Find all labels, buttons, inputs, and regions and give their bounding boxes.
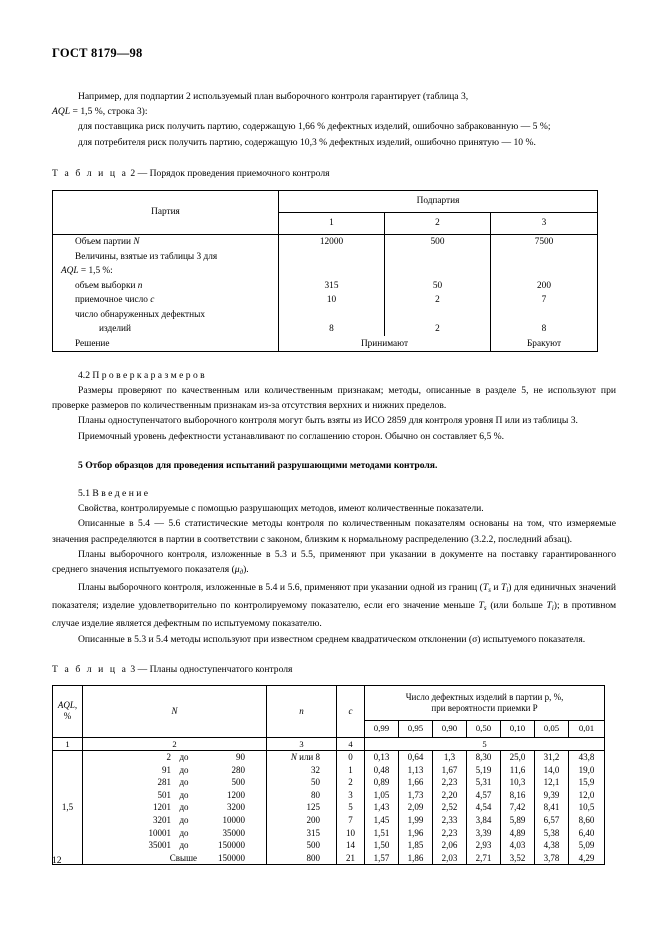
prob-value: 2,03 (433, 851, 467, 864)
intro-paragraph-1 (52, 89, 616, 119)
table2-container (52, 190, 597, 352)
table-row (53, 839, 605, 852)
range-from: Свыше (169, 852, 197, 863)
prob-value: 4,57 (467, 789, 501, 802)
row-label-text: приемочное число (75, 295, 151, 306)
section-5-paragraph-1: Свойства, контролируемые с помощью разрушающих методов, имеют количественные показатели. (78, 503, 484, 515)
prob-value: 5,19 (467, 763, 501, 776)
sample-size-value: 500 (267, 839, 337, 852)
header-p-line1: Число дефектных изделий в партии p, %, (405, 691, 564, 702)
table-row (53, 826, 605, 839)
lot-range (83, 851, 267, 864)
prob-value: 1,13 (399, 763, 433, 776)
intro-paragraph-3: для потребителя риск получить партию, содержащую 10,3 % дефектных изделий, ошибочно принятую — 10 %. (78, 136, 536, 148)
acceptance-procedure-table (52, 190, 598, 352)
header-prob-0-95: 0,95 (399, 720, 433, 737)
range-word: до (179, 827, 189, 838)
prob-value: 3,84 (467, 814, 501, 827)
range-from: 1201 (153, 802, 171, 813)
range-word: до (179, 815, 189, 825)
cell-value (279, 307, 385, 322)
row-label-symbol: AQL (61, 266, 79, 277)
header-lot-size (83, 685, 267, 737)
row-label-defectives-found: число обнаруженных дефектных (53, 307, 279, 322)
range-to: 500 (231, 777, 245, 788)
header-p-line2: при вероятности приемки P (431, 702, 538, 713)
section-5-1-title: В в е д е н и е (92, 488, 149, 500)
prob-value: 3,78 (535, 851, 569, 864)
prob-value: 43,8 (569, 750, 605, 763)
prob-value: 1,66 (399, 776, 433, 789)
row-label-text: = 1,5 %: (78, 266, 113, 277)
table-row-column-numbers (53, 737, 605, 750)
cell-value (385, 264, 491, 279)
header-aql-unit: % (63, 711, 72, 722)
t-symbol: T (478, 600, 484, 612)
prob-value: 0,48 (365, 763, 399, 776)
section-4-2-paragraph-2: Планы одноступенчатого выборочного контроля могут быть взяты из ИСО 2859 для контроля уровня П или из таблицы 3. (78, 415, 578, 427)
table-row (53, 685, 605, 720)
lot-range (83, 826, 267, 839)
prob-value: 1,99 (399, 814, 433, 827)
lot-range (83, 839, 267, 852)
cell-value: 12000 (279, 234, 385, 249)
section-4-2-paragraph-3: Приемочный уровень дефектности устанавливают по соглашению сторон. Обычно он составляет 6,5 %. (78, 430, 505, 442)
cell-value: 10 (279, 293, 385, 308)
prob-value: 5,89 (501, 814, 535, 827)
section-5-1-number: 5.1 (78, 488, 93, 500)
sample-size-value: 32 (267, 763, 337, 776)
section-5-paragraph-2: Описанные в 5.4 — 5.6 статистические методы контроля по количественным показателям основаны на том, что измеряемые значения распределяются в партии в соответствии с законом, близким к нормальному распределению (3.2.2, последний абзац). (52, 518, 616, 545)
acceptance-number-value: 14 (337, 839, 365, 852)
prob-value: 3,39 (467, 826, 501, 839)
prob-value: 1,73 (399, 789, 433, 802)
lot-range (83, 763, 267, 776)
prob-value: 1,96 (399, 826, 433, 839)
paragraph-text: (или больше (486, 600, 547, 612)
range-from: 2 (166, 752, 171, 763)
range-to: 1200 (227, 789, 245, 800)
section-5-1-heading (52, 486, 616, 501)
header-subparty: Подпартия (279, 190, 598, 212)
cell-value: 8 (491, 322, 598, 337)
prob-value: 14,0 (535, 763, 569, 776)
table2-caption (52, 167, 616, 181)
prob-value: 1,86 (399, 851, 433, 864)
header-subparty-2: 2 (385, 212, 491, 234)
table3-caption-label: Т а б л и ц а (52, 663, 129, 675)
t-symbol: T (546, 600, 552, 612)
row-label-symbol: n (137, 280, 143, 291)
paragraph-text: ) для единичных значений показателя; изделие удовлетворительно по контролируемому показателю, если его значение меньше (52, 582, 617, 612)
prob-value: 0,13 (365, 750, 399, 763)
table-row (53, 293, 598, 308)
cell-value: 500 (385, 234, 491, 249)
cell-value: 7 (491, 293, 598, 308)
prob-value: 1,51 (365, 826, 399, 839)
range-to: 90 (236, 752, 245, 763)
lot-range (83, 750, 267, 763)
prob-value: 12,1 (535, 776, 569, 789)
header-N-symbol: N (171, 705, 178, 716)
range-to: 150000 (218, 840, 245, 851)
decision-accept: Принимают (279, 336, 491, 351)
cell-value: 8 (279, 322, 385, 337)
row-label-values-from-table3: Величины, взятые из таблицы 3 для (53, 249, 279, 264)
prob-value: 1,3 (433, 750, 467, 763)
prob-value: 8,16 (501, 789, 535, 802)
prob-value: 2,06 (433, 839, 467, 852)
section-4-2-paragraph-1: Размеры проверяют по качественным или количественным признакам; методы, описанные в разделе 5, не используют при проверке размеров по количественным признакам из-за отсутствия верхних и нижних пределов. (52, 385, 616, 412)
acceptance-number-value: 5 (337, 801, 365, 814)
header-prob-0-90: 0,90 (433, 720, 467, 737)
table-row (53, 750, 605, 763)
sample-size-value: 80 (267, 789, 337, 802)
intro-p1-head: Например, для подпартии 2 используемый план выборочного контроля гарантирует (таблица 3, (78, 91, 469, 102)
cell-value (385, 307, 491, 322)
prob-value: 10,5 (569, 801, 605, 814)
acceptance-number-value: 21 (337, 851, 365, 864)
t-symbol: T (482, 582, 489, 594)
acceptance-number-value: 1 (337, 763, 365, 776)
cell-value: 50 (385, 278, 491, 293)
sample-size-value: 200 (267, 814, 337, 827)
section-4-2-title: П р о в е р к а р а з м е р о в (92, 369, 205, 381)
prob-value: 1,85 (399, 839, 433, 852)
cell-value (491, 307, 598, 322)
prob-value: 8,41 (535, 801, 569, 814)
sample-size-value: 125 (267, 801, 337, 814)
range-to: 3200 (227, 802, 245, 813)
table-row (53, 814, 605, 827)
header-c-symbol: c (348, 705, 353, 716)
colnum-1: 1 (53, 737, 83, 750)
table3-container (52, 685, 604, 865)
range-from: 501 (157, 789, 171, 800)
row-label-lot-size (53, 234, 279, 249)
table-row (53, 249, 598, 264)
paragraph-text: ); в противном случае изделие является дефектным по испытуемому показателю. (52, 600, 617, 630)
prob-value: 12,0 (569, 789, 605, 802)
cell-value: 2 (385, 293, 491, 308)
header-prob-0-10: 0,10 (501, 720, 535, 737)
header-subparty-3: 3 (491, 212, 598, 234)
lot-range (83, 814, 267, 827)
aql-italic: AQL (52, 106, 71, 118)
paragraph-text: Планы выборочного контроля, изложенные в 5.4 и 5.6, применяют при указании одной из границ ( (78, 582, 483, 594)
page-number: 12 (52, 855, 62, 866)
prob-value: 2,20 (433, 789, 467, 802)
acceptance-number-value: 3 (337, 789, 365, 802)
paragraph-text: и (490, 582, 502, 594)
table-row (53, 234, 598, 249)
decision-reject: Бракуют (491, 336, 598, 351)
t-subscript: s (488, 587, 491, 595)
range-from: 281 (157, 777, 171, 788)
t-subscript: s (483, 605, 487, 613)
table-row (53, 776, 605, 789)
table2-caption-number: 2 (130, 167, 136, 179)
range-to: 35000 (222, 827, 245, 838)
prob-value: 2,52 (433, 801, 467, 814)
mu-symbol: μ (234, 564, 240, 576)
lot-range (83, 776, 267, 789)
range-from: 35001 (148, 840, 171, 851)
table2-caption-dash: — (137, 167, 148, 179)
prob-value: 19,0 (569, 763, 605, 776)
prob-value: 1,45 (365, 814, 399, 827)
colnum-4: 4 (337, 737, 365, 750)
table-row (53, 278, 598, 293)
cell-value (279, 264, 385, 279)
prob-value: 11,6 (501, 763, 535, 776)
prob-value: 2,09 (399, 801, 433, 814)
prob-value: 4,54 (467, 801, 501, 814)
lot-range (83, 801, 267, 814)
t-subscript: i (551, 605, 554, 613)
prob-value: 2,23 (433, 776, 467, 789)
intro-paragraph-2: для поставщика риск получить партию, содержащую 1,66 % дефектных изделий, ошибочно забракованную — 5 %; (78, 121, 551, 133)
mu-subscript: д (239, 568, 244, 576)
paragraph-text: Планы выборочного контроля, изложенные в 5.3 и 5.5, применяют при указании в документе на поставку гарантированного среднего значения испытуемого показателя ( (52, 548, 616, 576)
prob-value: 4,89 (501, 826, 535, 839)
prob-value: 5,09 (569, 839, 605, 852)
range-word: до (179, 752, 189, 763)
table3-caption (52, 663, 616, 677)
range-from: 3201 (153, 815, 171, 825)
range-word: до (179, 802, 189, 813)
prob-value: 1,43 (365, 801, 399, 814)
table2-caption-title: Порядок проведения приемочного контроля (149, 167, 330, 179)
range-from: 91 (162, 764, 171, 775)
header-subparty-1: 1 (279, 212, 385, 234)
table-row (53, 789, 605, 802)
row-label-symbol: N (133, 237, 140, 248)
prob-value: 31,2 (535, 750, 569, 763)
prob-value: 8,30 (467, 750, 501, 763)
lot-range (83, 789, 267, 802)
header-prob-0-01: 0,01 (569, 720, 605, 737)
prob-value: 5,31 (467, 776, 501, 789)
prob-value: 15,9 (569, 776, 605, 789)
section-4-2-number: 4.2 (78, 369, 93, 381)
cell-value: 7500 (491, 234, 598, 249)
prob-value: 0,89 (365, 776, 399, 789)
section-5-paragraph-4 (52, 580, 616, 631)
sample-size-value: N или 8 (267, 750, 337, 763)
range-to: 280 (231, 764, 245, 775)
prob-value: 2,71 (467, 851, 501, 864)
cell-value: 315 (279, 278, 385, 293)
acceptance-number-value: 0 (337, 750, 365, 763)
cell-value: 200 (491, 278, 598, 293)
section-4-2-heading (52, 368, 616, 383)
paragraph-text: ). (243, 564, 249, 576)
prob-value: 1,50 (365, 839, 399, 852)
prob-value: 2,93 (467, 839, 501, 852)
cell-value (491, 249, 598, 264)
row-label-text: Объем партии (75, 237, 134, 248)
range-word: до (179, 840, 189, 851)
sigma-symbol: σ (472, 633, 478, 645)
table-row (53, 190, 598, 212)
prob-value: 2,23 (433, 826, 467, 839)
section-5-heading: 5 Отбор образцов для проведения испытаний разрушающими методами контроля. (78, 459, 438, 471)
table-row (53, 322, 598, 337)
table-row (53, 307, 598, 322)
sample-size-value: 800 (267, 851, 337, 864)
prob-value: 9,39 (535, 789, 569, 802)
t-subscript: i (506, 587, 509, 595)
row-label-sample-size (53, 278, 279, 293)
range-word: до (179, 764, 189, 775)
prob-value: 1,67 (433, 763, 467, 776)
acceptance-number-value: 7 (337, 814, 365, 827)
header-prob-0-05: 0,05 (535, 720, 569, 737)
standard-header: ГОСТ 8179—98 (52, 46, 143, 60)
table-row (53, 763, 605, 776)
prob-value: 4,03 (501, 839, 535, 852)
table3-caption-title: Планы одноступенчатого контроля (149, 663, 293, 675)
header-prob-0-50: 0,50 (467, 720, 501, 737)
aql-value: 1,5 (53, 750, 83, 864)
range-to: 150000 (218, 852, 245, 863)
header-n-symbol: n (299, 705, 304, 716)
cell-value (385, 249, 491, 264)
sample-size-value: 315 (267, 826, 337, 839)
table2-caption-label: Т а б л и ц а (52, 167, 129, 179)
acceptance-number-value: 10 (337, 826, 365, 839)
row-label-aql (53, 264, 279, 279)
prob-value: 5,38 (535, 826, 569, 839)
cell-value (279, 249, 385, 264)
table-row (53, 264, 598, 279)
section-5-paragraph-3 (52, 547, 616, 580)
cell-value: 2 (385, 322, 491, 337)
table-row (53, 336, 598, 351)
single-sampling-plans-table (52, 685, 605, 865)
table3-caption-dash: — (137, 663, 148, 675)
cell-value (491, 264, 598, 279)
table3-caption-number: 3 (130, 663, 136, 675)
prob-value: 8,60 (569, 814, 605, 827)
range-word: до (179, 777, 189, 788)
prob-value: 4,38 (535, 839, 569, 852)
prob-value: 0,64 (399, 750, 433, 763)
header-aql-text: AQL, (57, 700, 78, 711)
prob-value: 6,40 (569, 826, 605, 839)
row-label-acceptance-number (53, 293, 279, 308)
prob-value: 7,42 (501, 801, 535, 814)
range-from: 10001 (148, 827, 171, 838)
section-5-paragraph-5 (52, 632, 616, 647)
header-acceptance-number (337, 685, 365, 737)
row-label-items: изделий (53, 322, 279, 337)
paragraph-text: ) испытуемого показателя. (477, 633, 586, 645)
colnum-2: 2 (83, 737, 267, 750)
prob-value: 6,57 (535, 814, 569, 827)
sample-size-value: 50 (267, 776, 337, 789)
range-to: 10000 (222, 815, 245, 825)
header-party: Партия (53, 190, 279, 234)
row-label-decision: Решение (53, 336, 279, 351)
row-label-symbol: c (150, 295, 155, 306)
prob-value: 10,3 (501, 776, 535, 789)
table-row (53, 851, 605, 864)
header-aql (53, 685, 83, 737)
t-symbol: T (501, 582, 507, 594)
row-label-text: объем выборки (75, 280, 138, 291)
header-sample-size (267, 685, 337, 737)
prob-value: 1,57 (365, 851, 399, 864)
prob-value: 4,29 (569, 851, 605, 864)
header-defectives-probability (365, 685, 605, 720)
acceptance-number-value: 2 (337, 776, 365, 789)
colnum-5: 5 (365, 737, 605, 750)
range-word: до (179, 789, 189, 800)
intro-p1-tail: = 1,5 %, строка 3): (70, 106, 148, 118)
paragraph-text: Описанные в 5.3 и 5.4 методы используют при известном среднем квадратическом отклонении ( (78, 633, 473, 645)
table-row (53, 801, 605, 814)
prob-value: 1,05 (365, 789, 399, 802)
prob-value: 25,0 (501, 750, 535, 763)
colnum-3: 3 (267, 737, 337, 750)
prob-value: 3,52 (501, 851, 535, 864)
prob-value: 2,33 (433, 814, 467, 827)
header-prob-0-99: 0,99 (365, 720, 399, 737)
